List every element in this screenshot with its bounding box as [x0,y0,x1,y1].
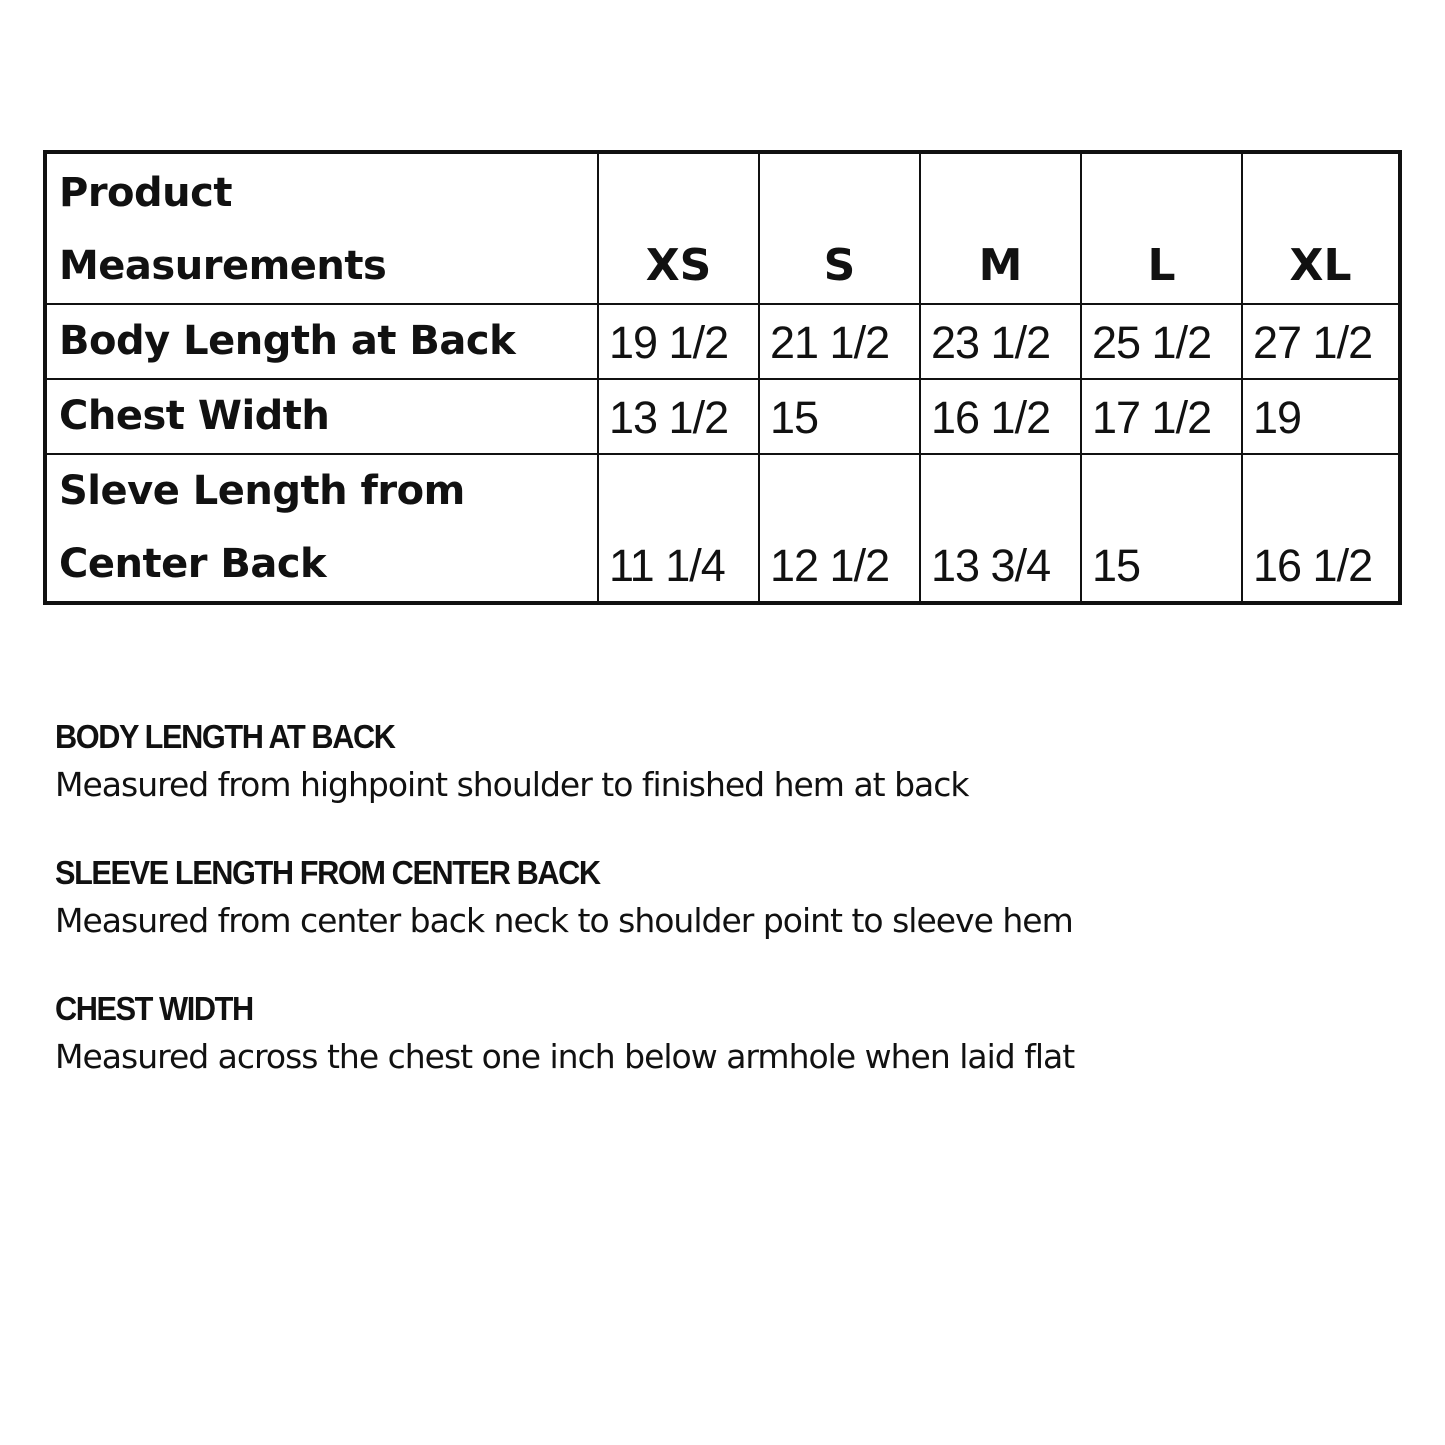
measurement-notes [55,714,1385,1122]
note-text: Measured from center back neck to shoulder point to sleeve hem [55,901,1073,940]
size-header-xl: XL [1242,152,1400,304]
table-row-body-length [45,304,1400,379]
row-label-line: Center Back [59,541,327,587]
size-chart-table [43,150,1402,605]
size-header-xs: XS [598,152,759,304]
value-cell: 25 1/2 [1081,304,1242,379]
table-row-chest-width [45,379,1400,454]
value-cell: 11 1/4 [598,454,759,603]
value-cell: 15 [759,379,920,454]
size-header-l: L [1081,152,1242,304]
value-cell: 13 1/2 [598,379,759,454]
note-text: Measured from highpoint shoulder to finished hem at back [55,765,969,804]
value-cell: 16 1/2 [1242,454,1400,603]
value-cell: 15 [1081,454,1242,603]
row-label-line: Body Length at Back [59,318,516,364]
note-body-length [55,714,1385,810]
value-cell: 23 1/2 [920,304,1081,379]
note-chest-width [55,986,1385,1082]
value-cell: 16 1/2 [920,379,1081,454]
table-row-sleeve-length [45,454,1400,603]
row-label [45,454,598,603]
header-label-line: Measurements [59,243,387,289]
note-title: BODY LENGTH AT BACK [55,718,395,755]
value-cell: 13 3/4 [920,454,1081,603]
value-cell: 21 1/2 [759,304,920,379]
row-label-line: Sleve Length from [59,468,465,514]
header-label-line: Product [59,170,232,216]
value-cell: 27 1/2 [1242,304,1400,379]
value-cell: 19 1/2 [598,304,759,379]
note-title: CHEST WIDTH [55,990,253,1027]
note-text: Measured across the chest one inch below armhole when laid flat [55,1037,1075,1076]
value-cell: 17 1/2 [1081,379,1242,454]
value-cell: 19 [1242,379,1400,454]
note-sleeve-length [55,850,1385,946]
value-cell: 12 1/2 [759,454,920,603]
header-label-cell [45,152,598,304]
size-header-s: S [759,152,920,304]
row-label [45,379,598,454]
note-title: SLEEVE LENGTH FROM CENTER BACK [55,854,600,891]
row-label-line: Chest Width [59,393,330,439]
row-label [45,304,598,379]
size-header-m: M [920,152,1081,304]
table-header-row [45,152,1400,304]
